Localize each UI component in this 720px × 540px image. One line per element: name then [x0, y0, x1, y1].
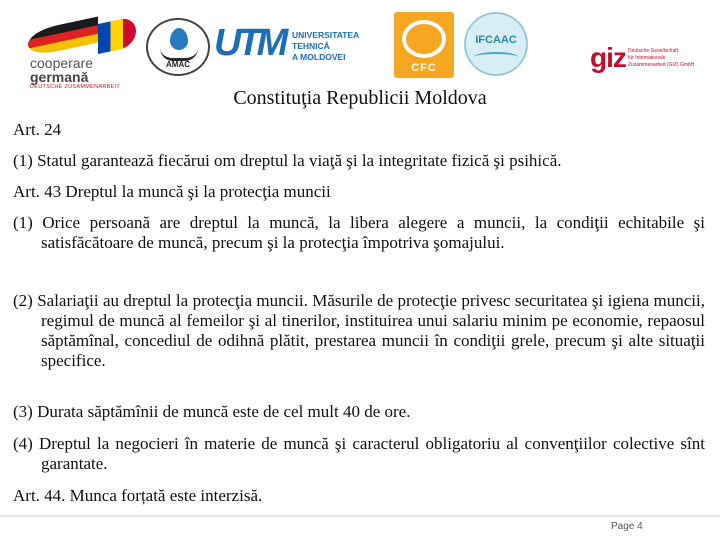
cfc-logo	[394, 12, 458, 82]
article-24-paragraph-1: (1) Statul garantează fiecărui om dreptul la viaţă şi la integritate fizică şi psihică.	[13, 151, 562, 170]
article-43-paragraph-4: (4) Dreptul la negocieri în materie de muncă şi caracterul obligatoriu al convenţiilor colective sînt garantate.	[13, 434, 705, 473]
giz-logo	[590, 44, 710, 78]
german-flag-icon	[28, 17, 98, 58]
water-drop-icon	[170, 28, 188, 50]
article-24-heading: Art. 24	[13, 120, 62, 139]
page-number: Page 4	[611, 521, 643, 532]
logo-bar	[0, 0, 720, 100]
giz-word: giz	[590, 42, 626, 73]
giz-line2: für Internationale	[628, 55, 666, 61]
ifcaac-emblem-icon	[464, 12, 528, 76]
giz-line3: Zusammenarbeit (GIZ) GmbH	[628, 62, 695, 68]
wave-icon	[474, 52, 518, 62]
article-43-paragraph-3: (3) Durata săptămînii de muncă este de cel mult 40 de ore.	[13, 402, 411, 421]
amac-label: AMAC	[166, 60, 190, 69]
coop-line3: DEUTSCHE ZUSAMMENARBEIT	[30, 84, 121, 90]
footer-divider	[0, 515, 720, 517]
utm-line1: UNIVERSITATEA TEHNICĂ	[292, 30, 359, 51]
utm-mark: UTM	[214, 22, 285, 64]
utm-line2: A MOLDOVEI	[292, 52, 346, 62]
page-title: Constituţia Republicii Moldova	[233, 87, 487, 109]
article-43-paragraph-1: (1) Orice persoană are dreptul la muncă, la libera alegere a muncii, la condiţii echitabile şi satisfăcătoare de muncă, precum şi la protecţia împotriva şomajului.	[13, 213, 705, 252]
article-44-heading: Art. 44. Munca forțată este interzisă.	[13, 486, 263, 505]
coop-line1: cooperare	[30, 55, 94, 71]
cfc-label: CFC	[411, 62, 437, 74]
article-43-paragraph-2: (2) Salariaţii au dreptul la protecţia muncii. Măsurile de protecţie privesc securitatea şi igiena muncii, regimul de muncă al femeilor şi al tinerilor, instituirea unui salariu minim pe economie, repaosul săptămînal, concediul de odihnă plătit, prestarea muncii în condiţii grele, precum şi alte situaţii specifice.	[13, 291, 705, 370]
giz-text	[628, 48, 694, 69]
utm-logo	[214, 22, 389, 66]
flags-icon	[26, 18, 144, 56]
utm-text	[292, 30, 389, 63]
amac-emblem-icon	[146, 18, 210, 76]
article-43-heading: Art. 43 Dreptul la muncă şi la protecţia muncii	[13, 182, 331, 201]
ifcaac-logo	[464, 12, 532, 80]
moldova-flag-icon	[98, 16, 136, 54]
coop-line2: germană	[30, 69, 89, 85]
ifcaac-label: IFCAAC	[475, 34, 517, 46]
cooperare-germana-logo	[26, 18, 144, 94]
giz-line1: Deutsche Gesellschaft	[628, 48, 679, 54]
cfc-emblem-icon	[394, 12, 454, 78]
cfc-ring-icon	[402, 20, 446, 58]
amac-logo	[146, 18, 216, 80]
